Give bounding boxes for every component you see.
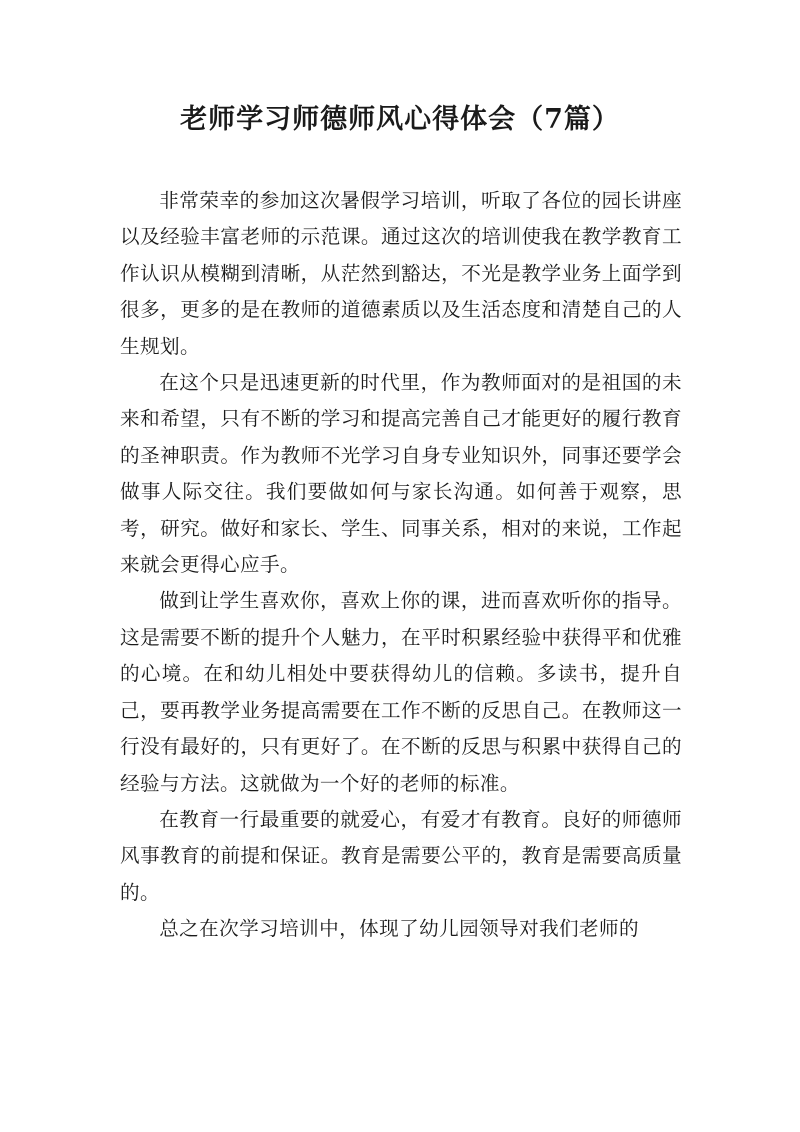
document-title: 老师学习师德师风心得体会（7篇） xyxy=(180,104,620,135)
paragraph-4: 在教育一行最重要的就爱心，有爱才有教育。良好的师德师风事教育的前提和保证。教育是需要公平的，教育是需要高质量的。 xyxy=(120,807,682,904)
paragraph-1: 非常荣幸的参加这次暑假学习培训，听取了各位的园长讲座以及经验丰富老师的示范课。通过这次的培训使我在教学教育工作认识从模糊到清晰，从茫然到豁达，不光是教学业务上面学到很多，更多的是在教师的道德素质以及生活态度和清楚自己的人生规划。 xyxy=(120,189,682,358)
paragraph-5: 总之在次学习培训中，体现了幼儿园领导对我们老师的 xyxy=(159,917,640,941)
paragraph-2: 在这个只是迅速更新的时代里，作为教师面对的是祖国的未来和希望，只有不断的学习和提高完善自己才能更好的履行教育的圣神职责。作为教师不光学习自身专业知识外，同事还要学会做事人际交往。我们要做如何与家长沟通。如何善于观察，思考，研究。做好和家长、学生、同事关系，相对的来说，工作起来就会更得心应手。 xyxy=(120,371,682,577)
paragraph-3: 做到让学生喜欢你，喜欢上你的课，进而喜欢听你的指导。这是需要不断的提升个人魅力，在平时积累经验中获得平和优雅的心境。在和幼儿相处中要获得幼儿的信赖。多读书，提升自己，要再教学业务提高需要在工作不断的反思自己。在教师这一行没有最好的，只有更好了。在不断的反思与积累中获得自己的经验与方法。这就做为一个好的老师的标准。 xyxy=(120,589,682,795)
document-body xyxy=(120,183,682,948)
